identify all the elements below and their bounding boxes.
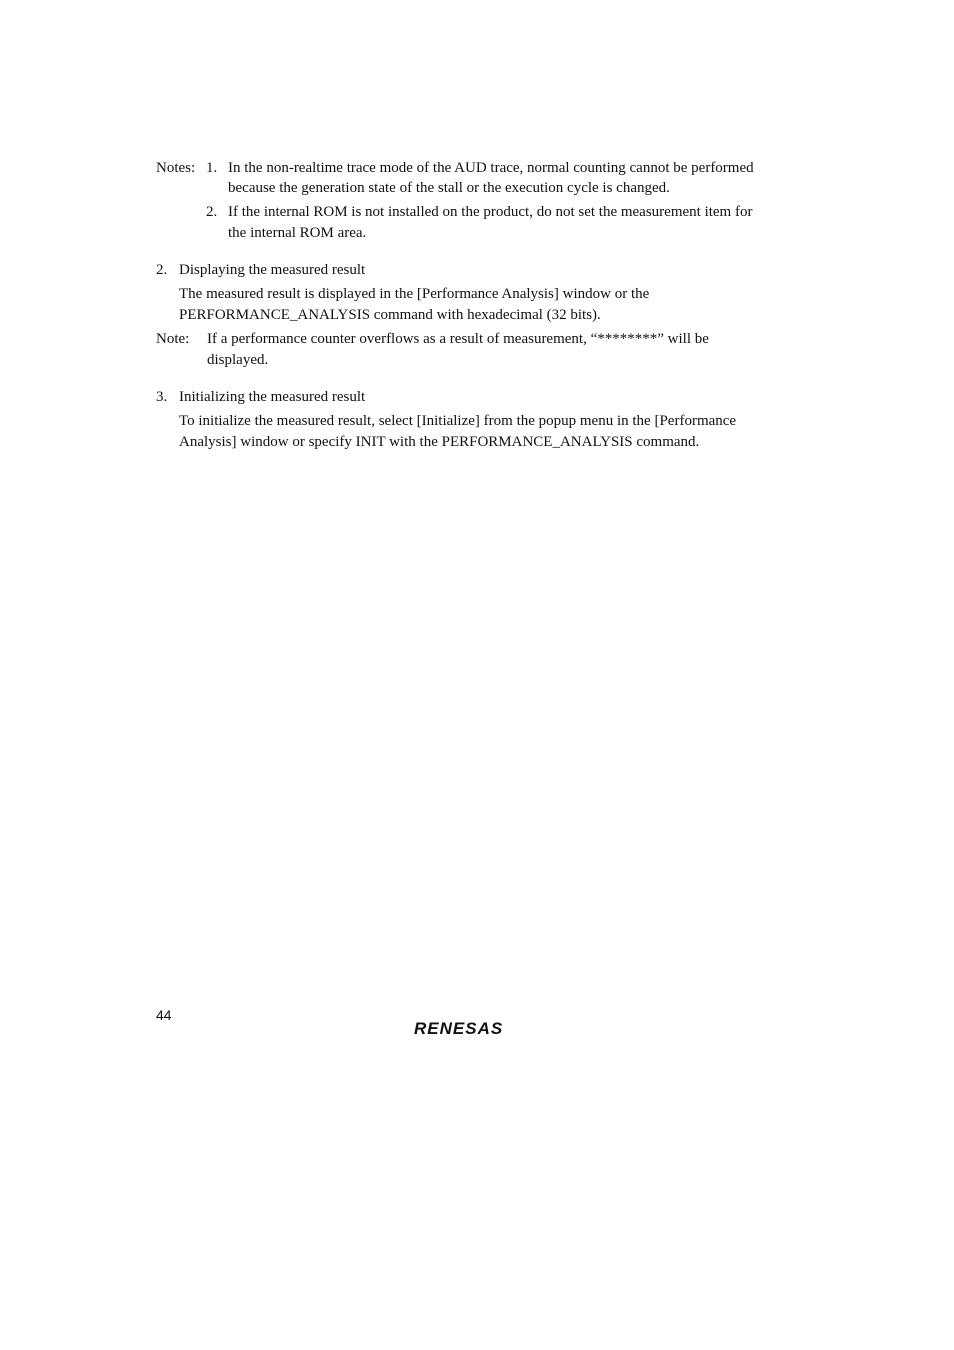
note-item-2-line-1: If the internal ROM is not installed on the product, do not set the measurement item for	[228, 204, 753, 220]
section-3-body-line-2: Analysis] window or specify INIT with the PERFORMANCE_ANALYSIS command.	[179, 434, 700, 450]
renesas-logo	[414, 1018, 534, 1038]
section-2-body-line-2: PERFORMANCE_ANALYSIS command with hexadecimal (32 bits).	[179, 307, 601, 323]
note-item-2-line-2: the internal ROM area.	[228, 225, 367, 241]
section-3-body-line-1: To initialize the measured result, select [Initialize] from the popup menu in the [Performance	[179, 413, 737, 429]
section-2-body-line-1: The measured result is displayed in the [Performance Analysis] window or the	[179, 286, 650, 302]
note-label: Note:	[156, 331, 190, 347]
note-line-2: displayed.	[207, 352, 269, 368]
section-3-heading: Initializing the measured result	[179, 389, 366, 405]
note-item-1-number: 1.	[206, 160, 218, 176]
page-number: 44	[156, 1007, 172, 1023]
note-line-1: If a performance counter overflows as a result of measurement, “********” will be	[207, 331, 709, 347]
section-2-number: 2.	[156, 262, 168, 278]
note-item-1-line-2: because the generation state of the stall or the execution cycle is changed.	[228, 180, 670, 196]
notes-label: Notes:	[156, 160, 196, 176]
section-2-heading: Displaying the measured result	[179, 262, 366, 278]
note-item-1-line-1: In the non-realtime trace mode of the AUD trace, normal counting cannot be performed	[228, 160, 754, 176]
svg-text:RENESAS: RENESAS	[414, 1019, 504, 1038]
section-3-number: 3.	[156, 389, 168, 405]
note-item-2-number: 2.	[206, 204, 218, 220]
